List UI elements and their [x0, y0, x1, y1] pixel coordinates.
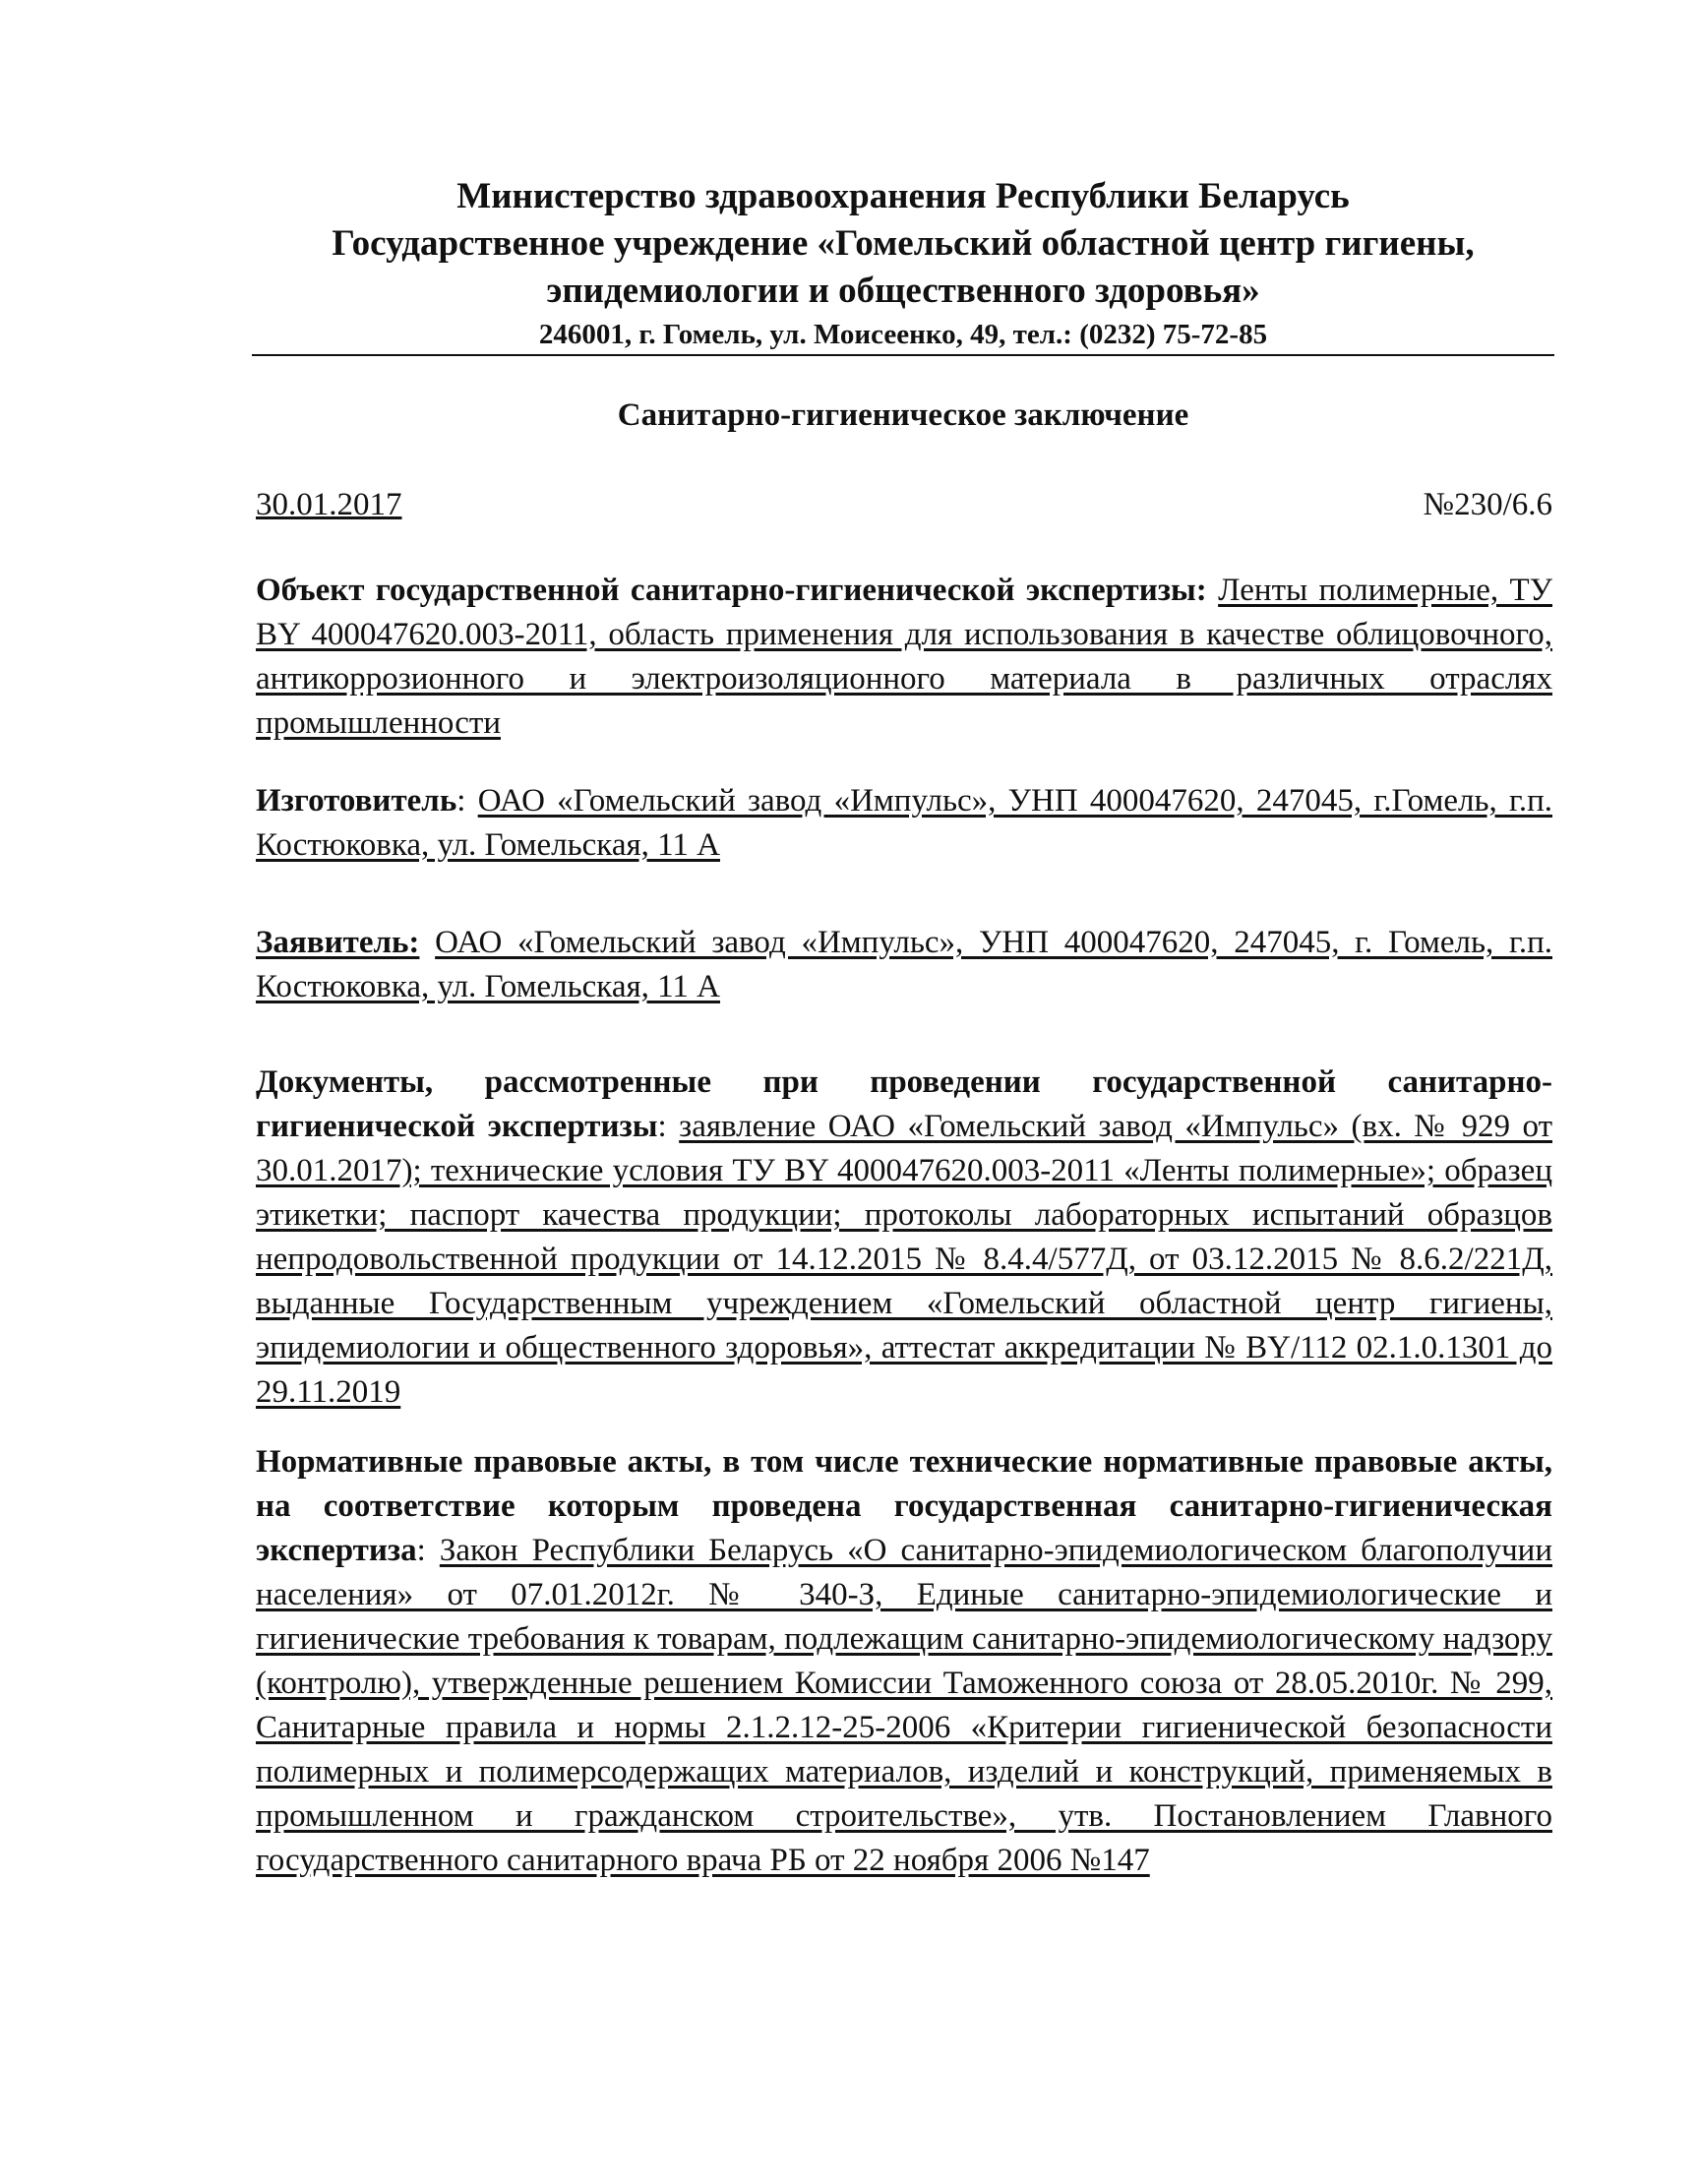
date-number-line — [256, 482, 1552, 527]
applicant-section — [256, 921, 1552, 1009]
object-value: Ленты полимерные, ТУ BY 400047620.003-2011, область применения для использования в качестве облицовочного, антикоррозионного и электроизоляционного материала в различных отраслях промышленности — [256, 573, 1552, 741]
applicant-label: Заявитель: — [256, 925, 420, 960]
normative-label: Нормативные правовые акты, в том числе технические нормативные правовые акты, на соответствие которым проведена государственная санитарно-гигиеническая экспертиза — [256, 1444, 1552, 1568]
documents-section: Документы, рассмотренные при проведении государственной санитарно-гигиенической экспертизы: заявление ОАО «Гомельский завод «Импульс» (вх. № 929 от 30.01.2017); технические условия ТУ BY 400047620.003-2011 «Ленты полимерные»; образец этикетки; паспорт качества продукции; протоколы лабораторных испытаний образцов непродовольственной продукции от 14.12.2015 № 8.4.4/577Д, от 03.12.2015 № 8.6.2/221Д, выданные Государственным учреждением «Гомельский областной центр гигиены, эпидемиологии и общественного здоровья», аттестат аккредитации № BY/112 02.1.0.1301 до 29.11.2019 — [256, 1064, 1553, 1410]
applicant-value: ОАО «Гомельский завод «Импульс», УНП 400047620, 247045, г. Гомель, г.п. Костюковка, ул. Гомельская, 11 А — [256, 925, 1552, 1004]
manufacturer-label: Изготовитель — [256, 783, 457, 819]
ministry-name: Министерство здравоохранения Республики Беларусь — [456, 176, 1350, 216]
documents-label: Документы, рассмотренные при проведении государственной санитарно-гигиенической экспертизы — [256, 1064, 1552, 1144]
document-header — [252, 173, 1554, 354]
normative-value: Закон Республики Беларусь «О санитарно-эпидемиологическом благополучии населения» от 07.01.2012г. № 340-З, Единые санитарно-эпидемиологические и гигиенические требования к товарам, подлежащим санитарно-эпидемиологическому надзору (контролю), утвержденные решением Комиссии Таможенного союза от 28.05.2010г. № 299, Санитарные правила и нормы 2.1.2.12-25-2006 «Критерии гигиенической безопасности полимерных и полимерсодержащих материалов, изделий и конструкций, применяемых в промышленном и гражданском строительстве», утв. Постановлением Главного государственного санитарного врача РБ от 22 ноября 2006 №147 — [256, 1533, 1553, 1878]
header-divider — [252, 354, 1554, 356]
institution-address: 246001, г. Гомель, ул. Моисеенко, 49, тел.: (0232) 75-72-85 — [538, 319, 1268, 350]
manufacturer-section: Изготовитель: ОАО «Гомельский завод «Импульс», УНП 400047620, 247045, г.Гомель, г.п. Костюковка, ул. Гомельская, 11 А — [256, 783, 1552, 863]
object-label: Объект государственной санитарно-гигиенической экспертизы: — [256, 573, 1207, 608]
object-section — [256, 569, 1552, 746]
document-date: 30.01.2017 — [256, 487, 402, 522]
document-number: №230/6.6 — [1423, 487, 1552, 522]
document-title: Санитарно-гигиеническое заключение — [617, 397, 1189, 433]
institution-name: Государственное учреждение «Гомельский областной центр гигиены, — [332, 223, 1475, 264]
manufacturer-value: ОАО «Гомельский завод «Импульс», УНП 400047620, 247045, г.Гомель, г.п. Костюковка, ул. Гомельская, 11 А — [256, 783, 1552, 863]
institution-name-continued: эпидемиологии и общественного здоровья» — [546, 271, 1260, 311]
normative-section: Нормативные правовые акты, в том числе технические нормативные правовые акты, на соответствие которым проведена государственная санитарно-гигиеническая экспертиза: Закон Республики Беларусь «О санитарно-эпидемиологическом благополучии населения» от 07.01.2012г. № 340-З, Единые санитарно-эпидемиологические и гигиенические требования к товарам, подлежащим санитарно-эпидемиологическому надзору (контролю), утвержденные решением Комиссии Таможенного союза от 28.05.2010г. № 299, Санитарные правила и нормы 2.1.2.12-25-2006 «Критерии гигиенической безопасности полимерных и полимерсодержащих материалов, изделий и конструкций, применяемых в промышленном и гражданском строительстве», утв. Постановлением Главного государственного санитарного врача РБ от 22 ноября 2006 №147 — [256, 1444, 1553, 1878]
documents-value: заявление ОАО «Гомельский завод «Импульс» (вх. № 929 от 30.01.2017); технические условия ТУ BY 400047620.003-2011 «Ленты полимерные»; образец этикетки; паспорт качества продукции; протоколы лабораторных испытаний образцов непродовольственной продукции от 14.12.2015 № 8.4.4/577Д, от 03.12.2015 № 8.6.2/221Д, выданные Государственным учреждением «Гомельский областной центр гигиены, эпидемиологии и общественного здоровья», аттестат аккредитации № BY/112 02.1.0.1301 до 29.11.2019 — [256, 1109, 1553, 1410]
